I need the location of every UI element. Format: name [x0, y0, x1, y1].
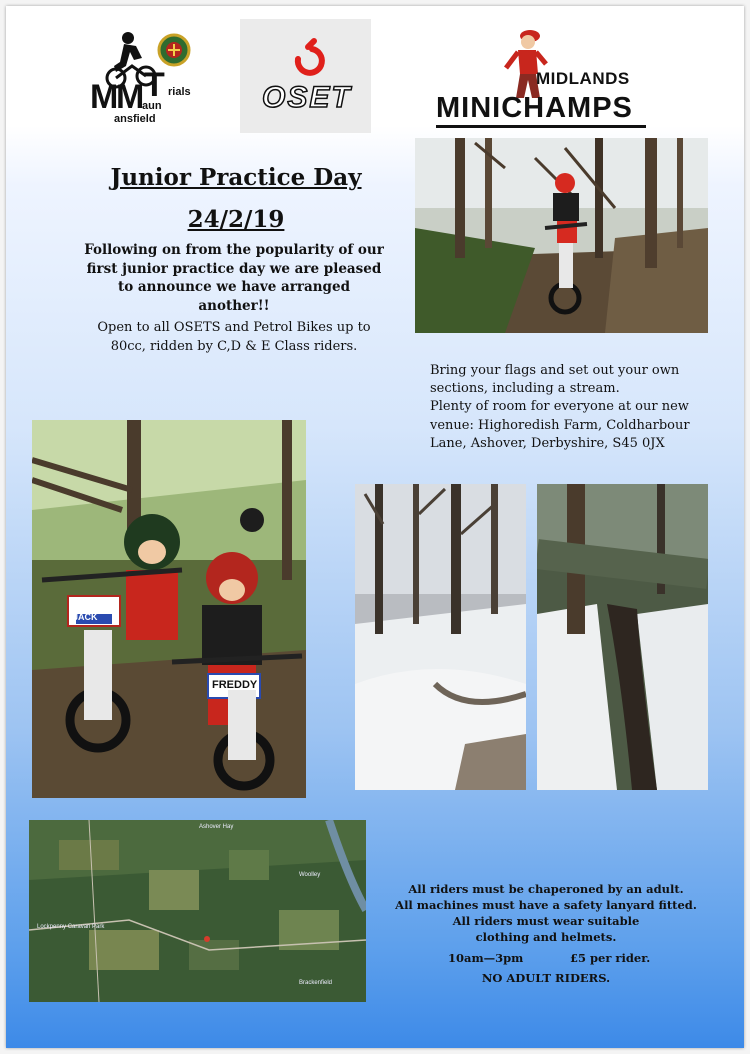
mmt-word-maun: aun	[142, 100, 162, 112]
venue-info-line-1: Bring your flags and set out your own sections, including a stream.	[430, 363, 680, 397]
map-label-4: Brackenfield	[299, 980, 333, 986]
page-title: Junior Practice Day	[110, 164, 362, 191]
rule-clothing-2: clothing and helmets.	[475, 930, 617, 944]
intro-text: Following on from the popularity of our first junior practice day we are pleased to announce we have arranged another!!	[84, 242, 384, 314]
oset-wordmark: OSET	[262, 81, 352, 114]
mmt-word-mansfield: ansfield	[114, 113, 156, 125]
rule-chaperone: All riders must be chaperoned by an adult.	[408, 882, 684, 896]
kids-bikes-photo	[32, 420, 306, 798]
plate-jack: JACK	[73, 612, 98, 622]
venue-map	[29, 820, 366, 1002]
rule-clothing-1: All riders must wear suitable	[452, 914, 640, 928]
event-time: 10am—3pm	[448, 951, 524, 965]
map-label-1: Ashover Hay	[199, 824, 234, 830]
snowy-woods-photo-1	[355, 484, 526, 790]
event-price: £5 per rider.	[570, 951, 651, 965]
mmt-logo	[86, 26, 221, 131]
plate-freddy: FREDDY	[212, 679, 258, 691]
flyer-page	[6, 6, 744, 1048]
mmt-letter-m2: M	[116, 78, 145, 116]
minichamps-underline	[436, 125, 646, 128]
mmt-word-trials: rials	[168, 86, 191, 98]
mmt-letter-m1: M	[90, 78, 119, 116]
eligibility-text: Open to all OSETS and Petrol Bikes up to 80cc, ridden by C,D & E Class riders.	[97, 320, 371, 354]
midlands-wordmark: MIDLANDS	[536, 69, 630, 88]
map-label-2: Lockpenny Caravan Park	[37, 924, 105, 930]
rider-woods-photo	[415, 138, 708, 333]
oset-logo	[240, 19, 371, 133]
event-date: 24/2/19	[187, 206, 285, 233]
map-label-3: Woolley	[299, 872, 321, 878]
minichamps-wordmark: MINICHAMPS	[436, 92, 633, 124]
mmt-letter-t: T	[144, 66, 165, 104]
rules-block	[376, 881, 716, 945]
venue-info-line-2: Plenty of room for everyone at our new venue: Highoredish Farm, Coldharbour Lane, Ashover, Derbyshire, S45 0JX	[430, 399, 690, 451]
rule-lanyard: All machines must have a safety lanyard fitted.	[395, 898, 697, 912]
snowy-stream-photo	[537, 484, 708, 790]
minichamps-mascot	[496, 24, 556, 102]
venue-info	[430, 362, 730, 453]
no-adult-riders: NO ADULT RIDERS.	[481, 971, 611, 985]
